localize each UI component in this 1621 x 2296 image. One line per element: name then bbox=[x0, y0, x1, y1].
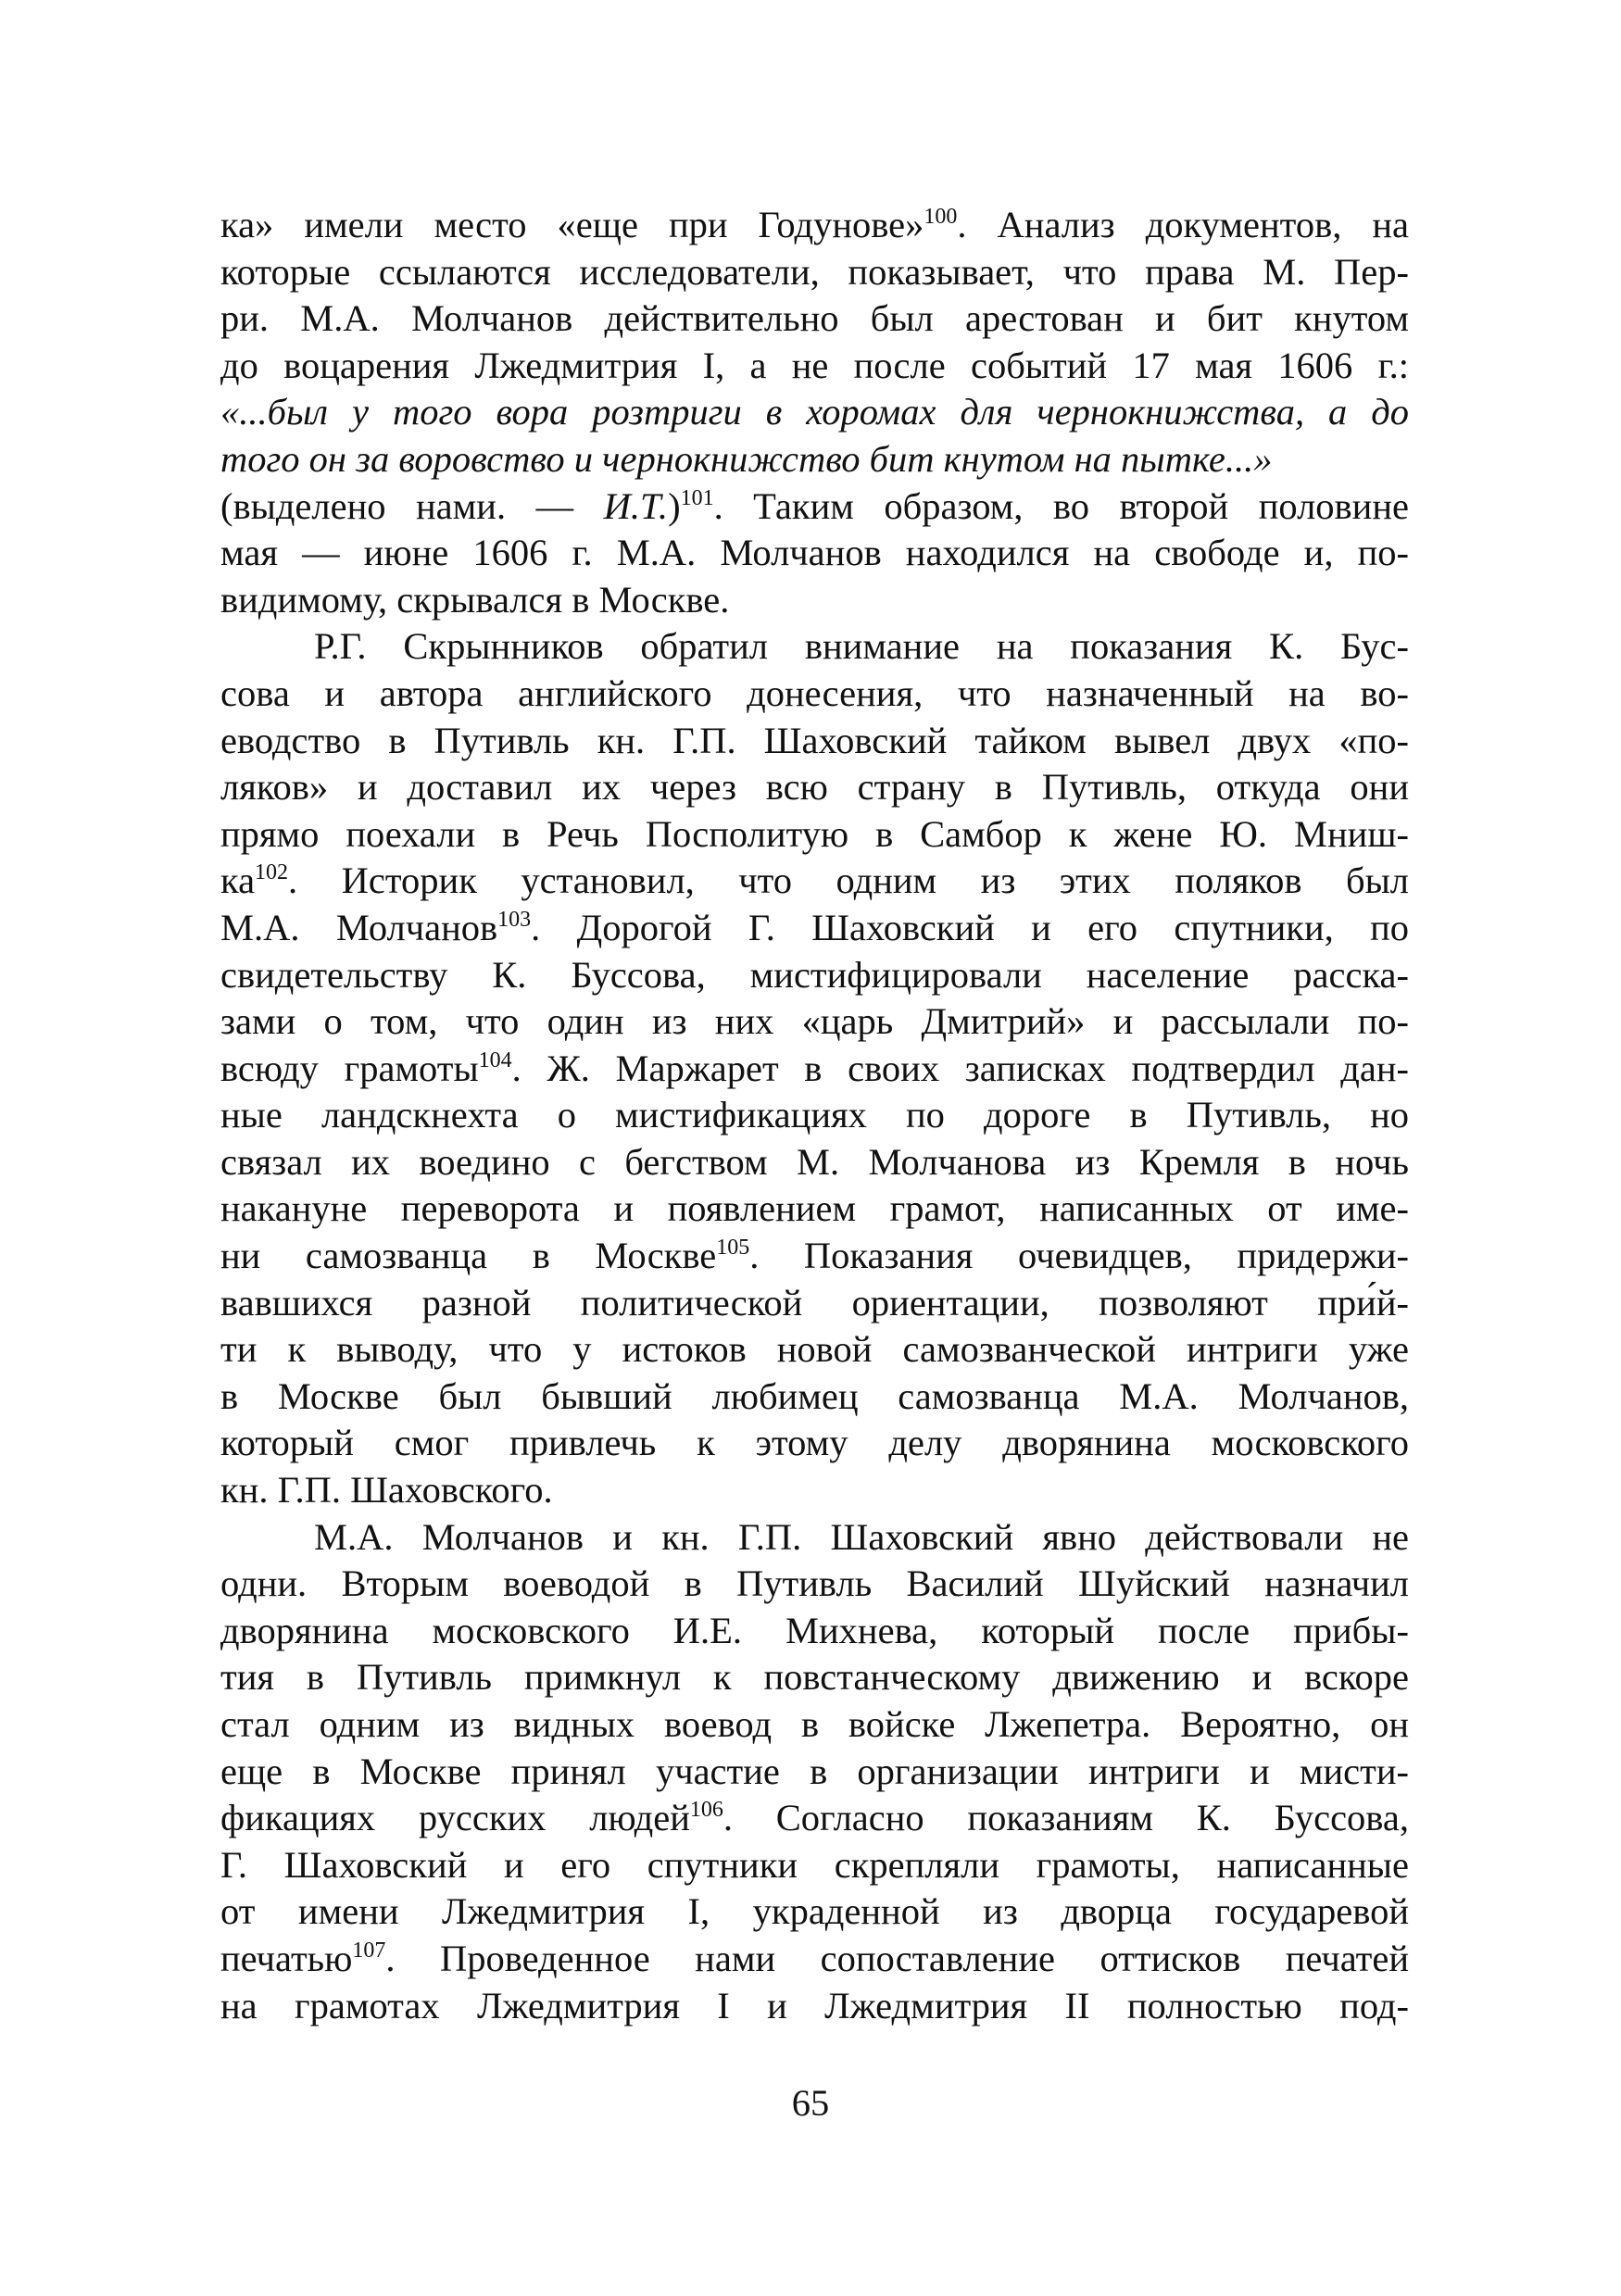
text-line bbox=[220, 1374, 1409, 1421]
text-segment: Г. Шаховский и его спутники скрепляли грамоты, написанные bbox=[220, 1843, 1409, 1886]
text-segment: М.А. Молчанов bbox=[220, 906, 498, 948]
text-segment: . Проведенное нами сопоставление оттисков печатей bbox=[385, 1937, 1409, 1979]
text-segment: еще в Москве принял участие в организации интриги и мисти- bbox=[220, 1750, 1409, 1792]
text-line bbox=[220, 811, 1409, 859]
text-segment: еводство в Путивль кн. Г.П. Шаховский тайком вывел двух «по- bbox=[220, 719, 1409, 761]
text-segment: . Анализ документов, на bbox=[957, 204, 1409, 245]
text-line bbox=[220, 1233, 1409, 1280]
text-line bbox=[220, 718, 1409, 765]
text-line bbox=[220, 1983, 1409, 2030]
text-segment: которые ссылаются исследователи, показывает, что права М. Пер- bbox=[220, 250, 1409, 293]
text-line bbox=[220, 905, 1409, 952]
text-segment: в Москве был бывший любимец самозванца М.А. Молчанов, bbox=[220, 1374, 1409, 1417]
footnote-ref: 100 bbox=[924, 205, 958, 229]
text-segment: ные ландскнехта о мистификациях по дороге в Путивль, но bbox=[220, 1094, 1409, 1136]
text-segment: ни самозванца в Москве bbox=[220, 1235, 717, 1277]
text-line bbox=[220, 1842, 1409, 1889]
page-number: 65 bbox=[791, 2082, 830, 2124]
text-segment: . Показания очевидцев, придержи- bbox=[749, 1235, 1409, 1277]
text-segment: от имени Лжедмитрия I, украденной из дворца государевой bbox=[220, 1890, 1409, 1933]
italic-text: «...был у того вора розтриги в хоромах для чернокнижства, а до bbox=[220, 391, 1409, 433]
text-segment: М.А. Молчанов и кн. Г.П. Шаховский явно действовали не bbox=[314, 1515, 1409, 1558]
text-line bbox=[220, 1936, 1409, 1983]
text-segment: ка bbox=[220, 859, 256, 902]
text-line bbox=[220, 858, 1409, 905]
text-segment: видимому, скрывался в Москве. bbox=[220, 578, 730, 621]
text-line bbox=[220, 1326, 1409, 1374]
text-segment: всюду грамоты bbox=[220, 1047, 479, 1089]
text-segment: накануне переворота и появлением грамот, написанных от име- bbox=[220, 1187, 1409, 1230]
text-line bbox=[220, 1514, 1409, 1562]
text-line bbox=[220, 1701, 1409, 1749]
footnote-ref: 105 bbox=[716, 1236, 750, 1261]
text-segment: до воцарения Лжедмитрия I, а не после событий 17 мая 1606 г.: bbox=[220, 344, 1409, 386]
text-line bbox=[220, 1795, 1409, 1842]
text-line bbox=[220, 671, 1409, 718]
text-line bbox=[220, 952, 1409, 999]
text-segment: свидетельству К. Буссова, мистифицировали население расска- bbox=[220, 953, 1409, 996]
text-segment: вавшихся разной политической ориентации, позволяют при́й- bbox=[220, 1281, 1409, 1324]
text-line bbox=[220, 1046, 1409, 1093]
text-segment: печатью bbox=[220, 1937, 353, 1979]
text-line bbox=[220, 389, 1409, 436]
paragraph bbox=[220, 202, 1409, 623]
footnote-ref: 104 bbox=[478, 1048, 512, 1073]
text-segment: на грамотах Лжедмитрия I и Лжедмитрия II полностью под- bbox=[220, 1984, 1409, 2026]
footnote-ref: 103 bbox=[497, 907, 532, 932]
text-segment: ри. М.А. Молчанов действительно был арестован и бит кнутом bbox=[220, 297, 1409, 340]
paragraph bbox=[220, 1514, 1409, 2030]
text-segment: прямо поехали в Речь Посполитую в Самбор к жене Ю. Мниш- bbox=[220, 812, 1409, 855]
text-segment: связал их воедино с бегством М. Молчанова из Кремля в ночь bbox=[220, 1140, 1409, 1183]
page-body bbox=[220, 202, 1409, 2029]
text-segment: одни. Вторым воеводой в Путивль Василий Шуйский назначил bbox=[220, 1562, 1409, 1605]
text-segment: фикациях русских людей bbox=[220, 1797, 690, 1839]
text-line bbox=[220, 343, 1409, 390]
text-line bbox=[220, 436, 1409, 483]
text-line bbox=[220, 1888, 1409, 1936]
text-segment: сова и автора английского донесения, что назначенный на во- bbox=[220, 671, 1409, 714]
text-segment: . Согласно показаниям К. Буссова, bbox=[723, 1797, 1409, 1839]
text-line bbox=[220, 1608, 1409, 1655]
text-line bbox=[220, 483, 1409, 531]
text-segment: дворянина московского И.Е. Михнева, который после прибы- bbox=[220, 1609, 1409, 1651]
text-segment: . Ж. Маржарет в своих записках подтвердил дан- bbox=[511, 1047, 1409, 1089]
text-segment: . Историк установил, что одним из этих поляков был bbox=[288, 859, 1409, 902]
text-segment: ка» имели место «еще при Годунове» bbox=[220, 204, 924, 245]
text-line bbox=[220, 623, 1409, 671]
text-line bbox=[220, 1749, 1409, 1796]
text-line bbox=[220, 1186, 1409, 1233]
text-line bbox=[220, 295, 1409, 343]
text-line bbox=[220, 202, 1409, 249]
text-line bbox=[220, 1561, 1409, 1608]
text-segment: Р.Г. Скрынников обратил внимание на показания К. Бус- bbox=[314, 625, 1409, 668]
text-line bbox=[220, 1420, 1409, 1467]
text-line bbox=[220, 1467, 1409, 1514]
italic-text: того он за воровство и чернокнижство бит кнутом на пытке...» bbox=[220, 437, 1273, 480]
text-segment: кн. Г.П. Шаховского. bbox=[220, 1469, 553, 1512]
text-line bbox=[220, 577, 1409, 624]
text-segment: (выделено нами. — bbox=[220, 484, 604, 527]
text-segment: тия в Путивль примкнул к повстанческому движению и вскоре bbox=[220, 1656, 1409, 1699]
text-line bbox=[220, 998, 1409, 1046]
footnote-ref: 107 bbox=[352, 1938, 386, 1963]
footnote-ref: 102 bbox=[255, 860, 289, 885]
text-line bbox=[220, 530, 1409, 577]
text-segment: ти к выводу, что у истоков новой самозванческой интриги уже bbox=[220, 1328, 1409, 1371]
text-segment: . Дорогой Г. Шаховский и его спутники, по bbox=[531, 906, 1409, 948]
text-line bbox=[220, 1280, 1409, 1327]
text-line bbox=[220, 1139, 1409, 1186]
text-segment: ляков» и доставил их через всю страну в Путивль, откуда они bbox=[220, 766, 1409, 809]
footnote-ref: 106 bbox=[689, 1798, 723, 1823]
italic-text: И.Т. bbox=[603, 484, 669, 527]
text-line bbox=[220, 249, 1409, 296]
text-line bbox=[220, 764, 1409, 811]
text-line bbox=[220, 1092, 1409, 1139]
text-segment: ) bbox=[668, 484, 681, 527]
paragraph bbox=[220, 623, 1409, 1513]
text-segment: стал одним из видных воевод в войске Лжепетра. Вероятно, он bbox=[220, 1703, 1409, 1745]
text-segment: зами о том, что один из них «царь Дмитрий» и рассылали по- bbox=[220, 1000, 1409, 1043]
text-segment: который смог привлечь к этому делу дворянина московского bbox=[220, 1422, 1409, 1464]
text-line bbox=[220, 1654, 1409, 1701]
text-segment: . Таким образом, во второй половине bbox=[713, 484, 1410, 527]
footnote-ref: 101 bbox=[680, 485, 714, 510]
text-segment: мая — июне 1606 г. М.А. Молчанов находился на свободе и, по- bbox=[220, 532, 1409, 574]
